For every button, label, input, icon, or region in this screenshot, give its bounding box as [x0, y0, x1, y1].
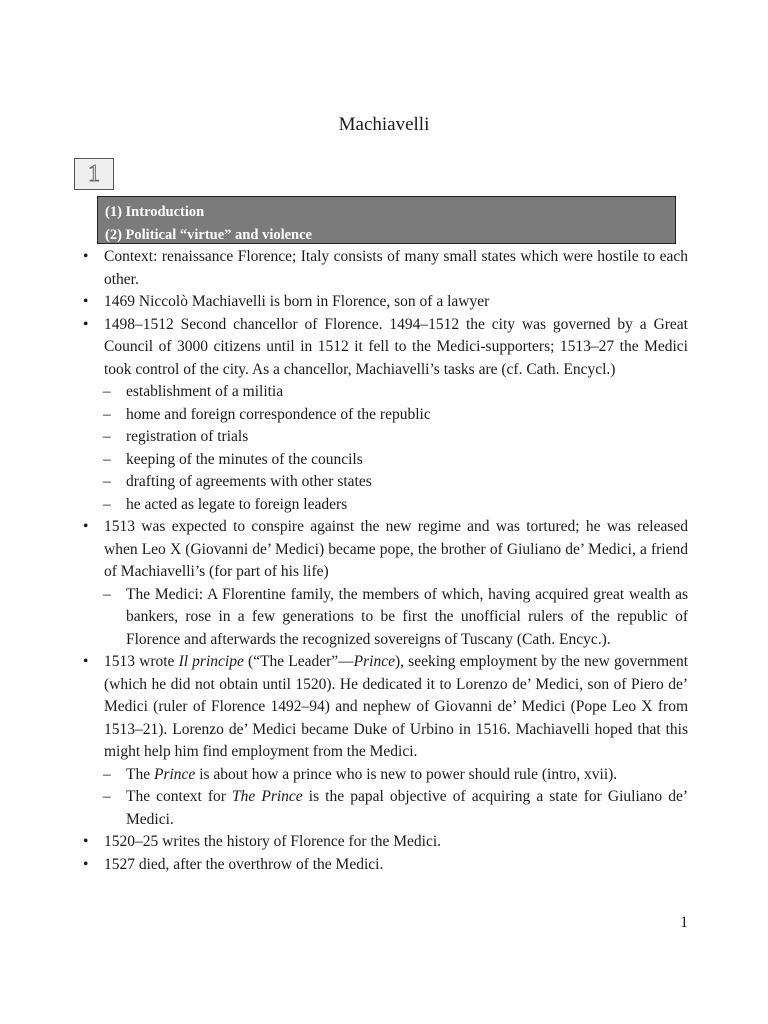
- bullet-marker: •: [83, 855, 89, 873]
- sub-item-text: home and foreign correspondence of the republic: [126, 405, 431, 423]
- bullet-text: 1513 was expected to conspire against the new regime and was tortured; he was released when Leo X (Giovanni de’ Medici) became pope, the brother of Giuliano de’ Medici, a friend of Machiavelli’s (for part of his life): [104, 518, 688, 580]
- outline-item-introduction: (1) Introduction: [105, 204, 205, 220]
- bullet-marker: •: [83, 293, 89, 310]
- text-segment: ), seeking employment by the new government (which he did not obtain until 1520). He dedicated it to Lorenzo de’ Medici, son of Piero de’ Medici (ruler of Florence 1492–94) and nephew of Giovanni de’ Medici (Pope Leo X from 1513–21). Lorenzo de’ Medici became Duke of Urbino in 1516. Machiavelli hoped that this might help him find employment from the Medici.: [104, 653, 688, 760]
- dash-marker: –: [103, 450, 111, 468]
- sub-item-text: keeping of the minutes of the councils: [126, 450, 363, 468]
- bullet-item-1513-conspire: [82, 516, 688, 584]
- sub-item-prince-about: [82, 764, 688, 787]
- sub-item-text: The Medici: A Florentine family, the members of which, having acquired great wealth as bankers, rose in a few generations to be first the unofficial rulers of the republic of Florence and afterwards the recognized sovereigns of Tuscany (Cath. Encyc.).: [126, 585, 688, 648]
- italic-prince: Prince: [153, 765, 196, 783]
- italic-title-il-principe: Il principe: [178, 653, 244, 670]
- bullet-marker: •: [83, 248, 89, 265]
- sub-item-minutes: [82, 449, 688, 472]
- bullet-text: Context: renaissance Florence; Italy consists of many small states which were hostile to each other.: [104, 248, 688, 288]
- text-segment: (“The Leader”—: [243, 653, 354, 670]
- bullet-text: 1498–1512 Second chancellor of Florence. 1494–1512 the city was governed by a Great Council of 3000 citizens until in 1512 it fell to the Medici-supporters; 1513–27 the Medici took control of the city. As a chancellor, Machiavelli’s tasks are (cf. Cath. Encycl.): [104, 315, 688, 378]
- bullet-marker: •: [83, 518, 89, 535]
- italic-the-prince: The Prince: [232, 788, 303, 805]
- slide-number: 1: [88, 161, 100, 187]
- dash-marker: –: [103, 765, 111, 783]
- dash-marker: –: [103, 495, 111, 513]
- bullet-text: 1527 died, after the overthrow of the Medici.: [104, 855, 384, 873]
- dash-marker: –: [103, 473, 111, 490]
- sub-item-text: drafting of agreements with other states: [126, 473, 372, 490]
- main-content: [82, 246, 688, 876]
- page-number: 1: [680, 914, 688, 931]
- sub-item-prince-context: [82, 786, 688, 831]
- sub-item-text: [126, 788, 688, 828]
- bullet-item-context: [82, 246, 688, 291]
- bullet-text: [104, 653, 688, 760]
- bullet-item-1469: [82, 291, 688, 314]
- bullet-item-1498: [82, 314, 688, 382]
- outline-box: [97, 196, 676, 244]
- sub-item-medici-family: [82, 584, 688, 652]
- bullet-marker: •: [83, 833, 89, 850]
- sub-item-text: he acted as legate to foreign leaders: [126, 495, 348, 513]
- slide-number-box: [74, 158, 114, 190]
- text-segment: The context for: [126, 788, 233, 805]
- text-segment: 1513 wrote: [104, 653, 179, 670]
- text-segment: is about how a prince who is new to power should rule (intro, xvii).: [195, 765, 618, 783]
- sub-item-agreements: [82, 471, 688, 494]
- sub-item-legate: [82, 494, 688, 517]
- dash-marker: –: [103, 428, 111, 445]
- sub-item-text: [126, 766, 617, 783]
- bullet-marker: •: [83, 653, 89, 670]
- text-segment: is the papal objective of acquiring a state for Giuliano de’ Medici.: [126, 788, 689, 828]
- bullet-marker: •: [83, 315, 89, 333]
- sub-item-trials: [82, 426, 688, 449]
- sub-item-militia: [82, 381, 688, 404]
- dash-marker: –: [103, 585, 111, 603]
- dash-marker: –: [103, 405, 111, 423]
- bullet-text: 1520–25 writes the history of Florence for the Medici.: [104, 833, 442, 850]
- bullet-item-1513-il-principe: [82, 651, 688, 764]
- dash-marker: –: [103, 788, 111, 805]
- bullet-item-1527: [82, 854, 688, 877]
- sub-item-correspondence: [82, 404, 688, 427]
- bullet-item-1520: [82, 831, 688, 854]
- italic-prince: Prince: [353, 653, 395, 670]
- page-title: Machiavelli: [338, 114, 430, 135]
- sub-item-text: registration of trials: [126, 428, 249, 445]
- text-segment: The: [126, 765, 154, 783]
- dash-marker: –: [103, 383, 111, 400]
- sub-item-text: establishment of a militia: [126, 383, 284, 400]
- bullet-text: 1469 Niccolò Machiavelli is born in Florence, son of a lawyer: [104, 293, 490, 310]
- outline-item-political-virtue: (2) Political “virtue” and violence: [105, 226, 312, 243]
